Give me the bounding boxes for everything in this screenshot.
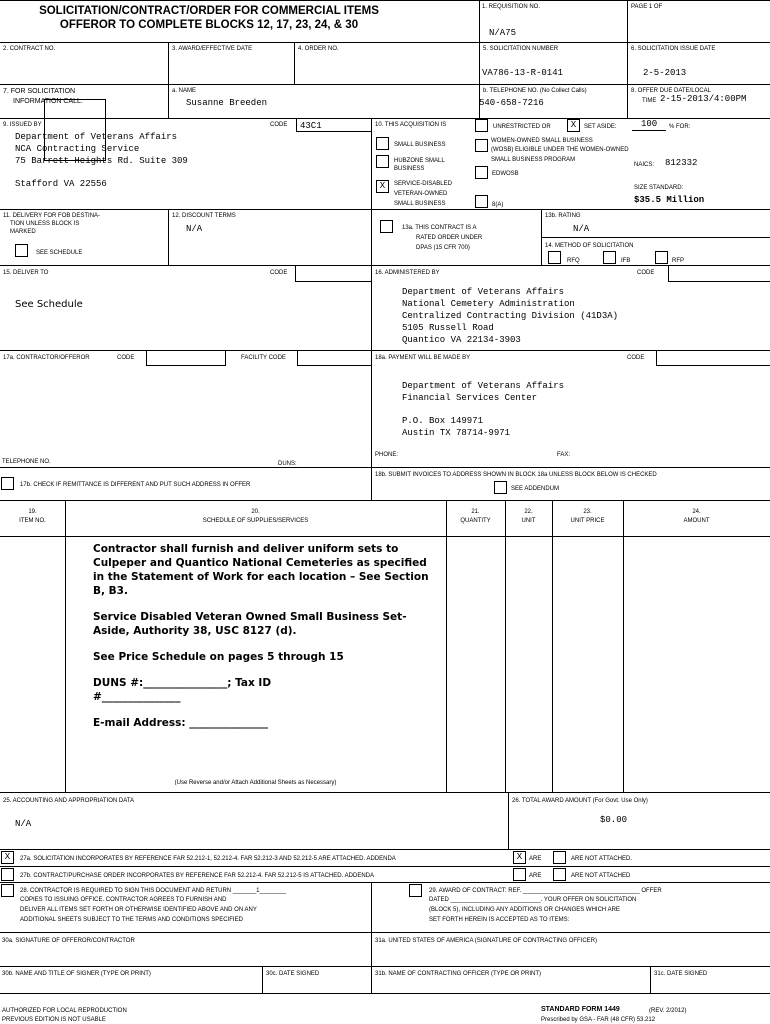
requisition-value[interactable]: N/A75 [489,28,517,38]
contractor-code-label: CODE [117,355,135,361]
schedule-paragraph-1: Contractor shall furnish and deliver uniform sets to Culpeper and Quantico National Cemeteries as specified in the Statement of Work for each location – See Section B, B3. [93,543,429,597]
rfp-checkbox[interactable] [655,251,668,264]
payment-code-label: CODE [627,355,645,361]
issued-by-line1: Department of Veterans Affairs [15,132,178,142]
facility-code-label: FACILITY CODE [241,355,286,361]
issued-by-line2: NCA Contracting Service [15,144,140,154]
page-label: PAGE 1 OF [631,4,663,10]
schedule-paragraph-4: DUNS #:________________; Tax ID #_______________ [93,677,272,703]
offer-due-label: 8. OFFER DUE DATE/LOCAL [631,88,711,94]
award-line4: SET FORTH HEREIN IS ACCEPTED AS TO ITEMS: [429,917,570,923]
offer-due-value[interactable]: 2-15-2013/4:00PM [660,94,747,104]
administered-by-line1: Department of Veterans Affairs [402,287,565,297]
contractor-sign-line4: ADDITIONAL SHEETS SUBJECT TO THE TERMS AND CONDITIONS SPECIFIED [20,917,243,923]
order-no-label: 4. ORDER NO. [298,46,339,52]
eight-a-label: 8(A) [492,202,504,208]
total-award-label: 26. TOTAL AWARD AMOUNT (For Govt. Use Only) [512,798,648,804]
solicitation-number-label: 5. SOLICITATION NUMBER [483,46,559,52]
offeror-signature-label: 30a. SIGNATURE OF OFFEROR/CONTRACTOR [2,938,135,944]
award-date-label: 3. AWARD/EFFECTIVE DATE [172,46,253,52]
footer-standard-form: STANDARD FORM 1449 [541,1006,620,1013]
administered-by-label: 16. ADMINISTERED BY [375,270,440,276]
rated-order-label-3: DPAS (15 CFR 700) [416,245,470,251]
set-aside-label: SET ASIDE: [584,124,617,130]
footer-revision: (REV. 2/2012) [649,1008,687,1014]
far-27b-are-checkbox[interactable] [513,868,526,881]
contractor-code-box[interactable] [146,350,226,366]
method-label: 14. METHOD OF SOLICITATION [545,243,634,249]
issue-date-label: 6. SOLICITATION ISSUE DATE [631,46,716,52]
payment-line2: Financial Services Center [402,393,538,403]
payment-line1: Department of Veterans Affairs [402,381,565,391]
telephone-label: b. TELEPHONE NO. (No Collect Calls) [483,88,587,94]
see-schedule-checkbox[interactable] [15,244,28,257]
far-27a-are-not-checkbox[interactable] [553,851,566,864]
hubzone-checkbox[interactable] [376,155,389,168]
usa-signature-label: 31a. UNITED STATES OF AMERICA (SIGNATURE OF CONTRACTING OFFICER) [375,938,598,944]
administered-by-line4: 5105 Russell Road [402,323,494,333]
rated-order-label-1: 13a. THIS CONTRACT IS A [402,225,477,231]
size-standard-label: SIZE STANDARD: [634,185,684,191]
rated-order-checkbox[interactable] [380,220,393,233]
accounting-value[interactable]: N/A [15,819,32,829]
col-schedule-label: SCHEDULE OF SUPPLIES/SERVICES [202,518,309,524]
size-standard-value: $35.5 Million [634,195,705,205]
deliver-to-code-box[interactable] [295,265,371,282]
far-27a-are-checkbox[interactable]: X [513,851,526,864]
delivery-label-1: 11. DELIVERY FOR FOB DESTINA- [3,213,101,219]
administered-by-line3: Centralized Contracting Division (41D3A) [402,311,619,321]
rated-order-label-2: RATED ORDER UNDER [416,235,483,241]
footer-prescribed: Prescribed by GSA - FAR (48 CFR) 53.212 [541,1017,656,1023]
contact-name-value[interactable]: Susanne Breeden [186,98,268,108]
accounting-label: 25. ACCOUNTING AND APPROPRIATION DATA [3,798,135,804]
issued-by-code-label: CODE [270,122,288,128]
discount-terms-value[interactable]: N/A [186,224,203,234]
naics-value: 812332 [665,158,698,168]
far-27b-are-not-label: ARE NOT ATTACHED [571,873,631,879]
set-aside-checkbox[interactable]: X [567,119,580,132]
col-unit-price-label: UNIT PRICE [570,518,605,524]
percent-underline [632,130,666,131]
officer-name-label: 31b. NAME OF CONTRACTING OFFICER (TYPE OR PRINT) [375,971,542,977]
telephone-value[interactable]: 540-658-7216 [479,98,544,108]
far-27a-are-label: ARE [529,856,542,862]
rfp-label: RFP [672,258,684,264]
ifb-label: IFB [621,258,631,264]
col-amount-label: AMOUNT [683,518,710,524]
far-27b-checkbox[interactable] [1,868,14,881]
wosb-label-2: (WOSB) ELIGIBLE UNDER THE WOMEN-OWNED [491,147,629,153]
addendum-label: SEE ADDENDUM [511,486,560,492]
ifb-checkbox[interactable] [603,251,616,264]
far-27a-are-not-label: ARE NOT ATTACHED. [571,856,633,862]
deliver-to-value: See Schedule [15,299,83,310]
deliver-to-code-label: CODE [270,270,288,276]
signer-name-label: 30b. NAME AND TITLE OF SIGNER (TYPE OR PRINT) [2,971,151,977]
contractor-telephone-label: TELEPHONE NO. [2,459,51,465]
payment-code-box[interactable] [656,350,770,366]
sdvosb-label-3: SMALL BUSINESS [394,201,446,207]
schedule-description [93,542,438,742]
far-27b-label: 27b. CONTRACT/PURCHASE ORDER INCORPORATES BY REFERENCE FAR 52.212-4. FAR 52.212-5 IS ATTACHED. ADDENDA [20,873,374,879]
administered-by-code-box[interactable] [668,265,770,282]
solicitation-number-value[interactable]: VA786-13-R-0141 [482,68,564,78]
hubzone-label-1: HUBZONE SMALL [394,158,445,164]
discount-terms-label: 12. DISCOUNT TERMS [172,213,236,219]
contractor-sign-line1: 28. CONTRACTOR IS REQUIRED TO SIGN THIS DOCUMENT AND RETURN _______1________ [20,888,287,894]
deliver-to-label: 15. DELIVER TO [3,270,49,276]
wosb-checkbox[interactable] [475,139,488,152]
award-line2: DATED ___________________________. YOUR OFFER ON SOLICITATION [429,897,637,903]
footer-previous-edition: PREVIOUS EDITION IS NOT USABLE [2,1017,106,1023]
set-aside-percent[interactable]: 100 [641,119,658,129]
rfq-label: RFQ [567,258,580,264]
issued-by-line3: 75 Barrett Heights Rd. Suite 309 [15,156,188,166]
delivery-label-2: TION UNLESS BLOCK IS [10,221,80,227]
col-quantity-label: QUANTITY [460,518,491,524]
administered-by-line2: National Cemetery Administration [402,299,575,309]
contractor-sign-line2: COPIES TO ISSUING OFFICE. CONTRACTOR AGREES TO FURNISH AND [20,897,227,903]
contact-name-label: a. NAME [172,88,197,94]
contractor-duns-label: DUNS: [278,461,297,467]
administered-by-line5: Quantico VA 22134-3903 [402,335,521,345]
col-item-no-label: ITEM NO. [19,518,46,524]
contractor-sign-line3: DELIVER ALL ITEMS SET FORTH OR OTHERWISE IDENTIFIED ABOVE AND ON ANY [20,907,257,913]
sdvosb-checkbox[interactable]: X [376,180,389,193]
officer-date-label: 31c. DATE SIGNED [654,971,708,977]
issued-by-code-value: 43C1 [300,121,322,131]
percent-for-label: % FOR: [669,124,691,130]
edwosb-label: EDWOSB [492,171,519,177]
acquisition-label: 10. THIS ACQUISITION IS [375,122,447,128]
schedule-paragraph-2: Service Disabled Veteran Owned Small Business Set-Aside, Authority 38, USC 8127 (d). [93,611,407,637]
small-business-checkbox[interactable] [376,137,389,150]
total-award-value: $0.00 [600,815,628,825]
rfq-checkbox[interactable] [548,251,561,264]
see-schedule-label: SEE SCHEDULE [36,250,83,256]
far-27b-are-label: ARE [529,873,542,879]
information-call-label: INFORMATION CALL: [13,98,83,105]
eight-a-checkbox[interactable] [475,195,488,208]
payment-fax-label: FAX: [557,452,571,458]
payment-line3: P.O. Box 149971 [402,416,484,426]
schedule-paragraph-3: See Price Schedule on pages 5 through 15 [93,651,344,663]
schedule-footer: (Use Reverse and/or Attach Additional Sheets as Necessary) [174,780,337,786]
issued-by-label: 9. ISSUED BY [3,122,42,128]
far-27a-label: 27a. SOLICITATION INCORPORATES BY REFERENCE FAR 52.212-1, 52.212-4. FAR 52.212-3 AND 52.212-5 ARE ATTACHED. ADDENDA [20,856,396,862]
contractor-sign-checkbox[interactable] [1,884,14,897]
rating-value[interactable]: N/A [573,224,590,234]
wosb-label-1: WOMEN-OWNED SMALL BUSINESS [491,138,593,144]
form-title-line2: OFFEROR TO COMPLETE BLOCKS 12, 17, 23, 24, & 30 [59,19,359,31]
far-27a-checkbox[interactable]: X [1,851,14,864]
col-amount-num: 24. [692,509,701,515]
administered-by-code-label: CODE [637,270,655,276]
facility-code-box[interactable] [297,350,371,366]
remittance-label: 17b. CHECK IF REMITTANCE IS DIFFERENT AND PUT SUCH ADDRESS IN OFFER [20,482,251,488]
unrestricted-label: UNRESTRICTED OR [493,124,551,130]
col-schedule-num: 20. [251,509,260,515]
edwosb-checkbox[interactable] [475,166,488,179]
form-title-line1: SOLICITATION/CONTRACT/ORDER FOR COMMERCIAL ITEMS [39,5,379,17]
rating-label: 13b. RATING [545,213,581,219]
naics-label: NAICS: [634,162,655,168]
col-unit-price-num: 23. [583,509,592,515]
unrestricted-checkbox[interactable] [475,119,488,132]
schedule-paragraph-5: E-mail Address: _______________ [93,717,268,729]
contractor-label: 17a. CONTRACTOR/OFFEROR [3,355,90,361]
award-line1: 29. AWARD OF CONTRACT: REF. ___________________________________ OFFER [429,888,662,894]
remittance-checkbox[interactable] [1,477,14,490]
col-quantity-num: 21. [471,509,480,515]
issued-by-line4: Stafford VA 22556 [15,179,107,189]
payment-phone-label: PHONE: [375,452,399,458]
award-checkbox[interactable] [409,884,422,897]
sdvosb-label-2: VETERAN-OWNED [394,191,448,197]
col-unit-label: UNIT [521,518,536,524]
small-business-label: SMALL BUSINESS [394,142,446,148]
sdvosb-label-1: SERVICE-DISABLED [394,181,452,187]
offer-due-time-label: TIME [642,98,657,104]
issue-date-value[interactable]: 2-5-2013 [643,68,687,78]
footer-authorized: AUTHORIZED FOR LOCAL REPRODUCTION [2,1008,127,1014]
award-line3: (BLOCK 5), INCLUDING ANY ADDITIONS OR CHANGES WHICH ARE [429,907,620,913]
contract-no-label: 2. CONTRACT NO. [3,46,56,52]
col-item-no-num: 19. [28,509,37,515]
col-unit-num: 22. [524,509,533,515]
signer-date-label: 30c. DATE SIGNED [266,971,320,977]
payment-line4: Austin TX 78714-9971 [402,428,511,438]
addendum-checkbox[interactable] [494,481,507,494]
for-solicitation-label: 7. FOR SOLICITATION [3,88,76,95]
payment-label: 18a. PAYMENT WILL BE MADE BY [375,355,471,361]
hubzone-label-2: BUSINESS [394,166,425,172]
wosb-label-3: SMALL BUSINESS PROGRAM [491,157,576,163]
invoice-label: 18b. SUBMIT INVOICES TO ADDRESS SHOWN IN BLOCK 18a UNLESS BLOCK BELOW IS CHECKED [375,472,657,478]
far-27b-are-not-checkbox[interactable] [553,868,566,881]
requisition-label: 1. REQUISITION NO. [482,4,541,10]
delivery-label-3: MARKED [10,229,36,235]
